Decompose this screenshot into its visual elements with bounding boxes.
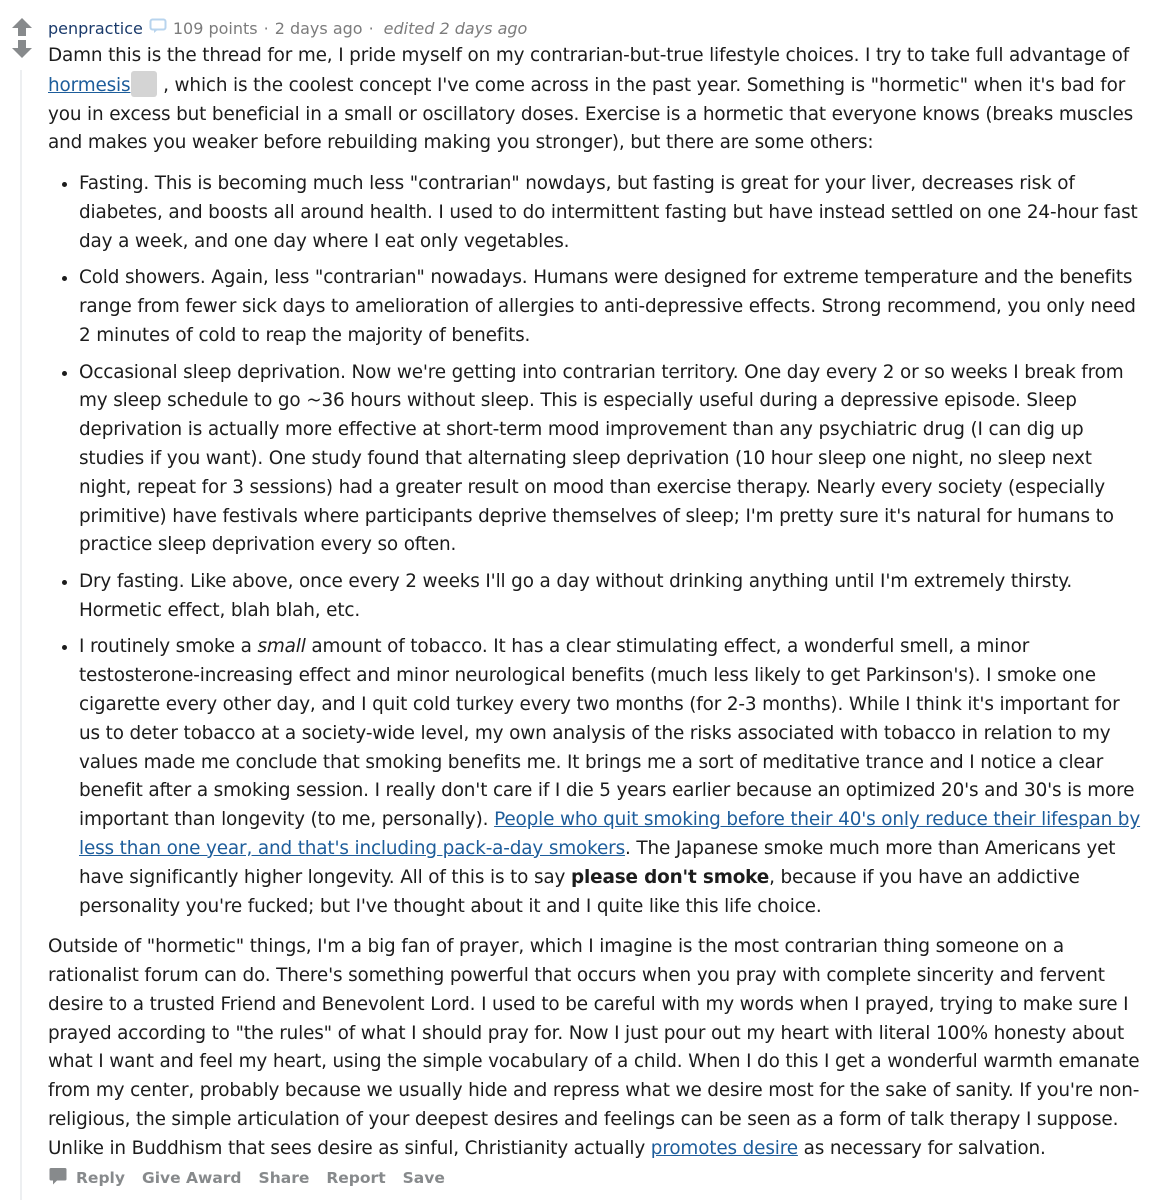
comment-actions bbox=[48, 1165, 462, 1191]
speech-bubble-icon bbox=[48, 1166, 76, 1190]
comment-body bbox=[48, 42, 1144, 1164]
emphasis-small: small bbox=[257, 636, 306, 658]
points: 109 points bbox=[172, 18, 258, 38]
smoking-lifespan-link[interactable]: People who quit smoking before their 40's only reduce their lifespan by less than one year, and that's including pack-a-day smokers bbox=[79, 809, 1141, 859]
comment-flair-icon bbox=[149, 18, 167, 38]
give-award-button[interactable]: Give Award bbox=[141, 1169, 242, 1187]
comment-meta bbox=[48, 16, 527, 40]
comment-age: 2 days ago bbox=[274, 18, 363, 38]
outro-text: Outside of "hormetic" things, I'm a big fan of prayer, which I imagine is the most contrarian thing someone on a rationalist forum can do. There's something powerful that occurs when you pray with complete sincerity and fervent desire to a trusted Friend and Benevolent Lord. I used to be careful with my words when I prayed, trying to make sure I prayed according to "the rules" of what I should pray for. Now I just pour out my heart with literal 100% honesty about what I want and feel my heart, using the simple vocabulary of a child. When I do this I get a wonderful warmth emanate from my center, probably because we usually hide and repress what we desire most for the sake of sanity. If you're non-religious, the simple articulation of your deepest desires and feelings can be seen as a form of talk therapy I suppose. Unlike in Buddhism that sees desire as sinful, Christianity actually bbox=[48, 936, 1140, 1159]
upvote-arrow-icon[interactable] bbox=[10, 16, 34, 38]
bullet-list bbox=[48, 170, 1144, 921]
intro-text: Damn this is the thread for me, I pride myself on my contrarian-but-true lifestyle choices. I try to take full advantage of bbox=[48, 45, 1130, 66]
report-button[interactable]: Report bbox=[326, 1169, 386, 1187]
vote-column bbox=[10, 16, 34, 60]
tobacco-text-3: . The Japanese smoke much more than Americans yet have significantly higher longevity. All of this is to say bbox=[79, 837, 1116, 888]
list-item-sleep-deprivation: • Occasional sleep deprivation. Now we're getting into contrarian territory. One day every 2 or so weeks I break from my sleep schedule to go ~36 hours without sleep. This is especially useful during a depressive episode. Sleep deprivation is actually more effective at short-term mood improvement than any psychiatric drug (I can dig up studies if you want). One study found that alternating sleep deprivation (10 hour sleep one night, no sleep next night, repeat for 3 sessions) had a greater result on mood than exercise therapy. Nearly every society (especially primitive) have festivals where participants deprive themselves of sleep; I'm pretty sure it's natural for humans to practice sleep deprivation every so often. bbox=[79, 359, 1144, 561]
image-preview-icon[interactable] bbox=[131, 71, 157, 97]
reply-button[interactable] bbox=[48, 1166, 125, 1190]
edited-label: edited 2 days ago bbox=[383, 18, 528, 38]
author-link[interactable]: penpractice bbox=[48, 18, 143, 38]
hormesis-link[interactable]: hormesis bbox=[48, 74, 131, 96]
list-item-dry-fasting: • Dry fasting. Like above, once every 2 weeks I'll go a day without drinking anything until I'm extremely thirsty. Hormetic effect, blah blah, etc. bbox=[79, 568, 1144, 626]
bold-warning: please don't smoke bbox=[570, 866, 770, 888]
tobacco-text-2: amount of tobacco. It has a clear stimulating effect, a wonderful smell, a minor testosterone-increasing effect and minor neurological benefits (much less likely to get Parkinson's). I smoke one cigarette every other day, and I quit cold turkey every two months (for 2-3 months). While I think it's important for us to deter tobacco at a society-wide level, my own analysis of the risks associated with tobacco in relation to my values made me conclude that smoking benefits me. It brings me a sort of meditative trance and I notice a clear benefit after a smoking session. I really don't care if I die 5 years earlier because an optimized 20's and 30's is more important than longevity (to me, personally). bbox=[79, 636, 1135, 831]
intro-paragraph bbox=[48, 42, 1144, 158]
separator: · bbox=[368, 18, 374, 38]
separator: · bbox=[263, 18, 269, 38]
list-item-tobacco bbox=[79, 633, 1144, 921]
tobacco-text: I routinely smoke a bbox=[79, 636, 258, 658]
outro-paragraph bbox=[48, 933, 1144, 1163]
list-item-cold-showers: • Cold showers. Again, less "contrarian" nowadays. Humans were designed for extreme temperature and the benefits range from fewer sick days to amelioration of allergies to anti-depressive effects. Strong recommend, you only need 2 minutes of cold to reap the majority of benefits. bbox=[79, 264, 1144, 350]
outro-text-2: as necessary for salvation. bbox=[797, 1137, 1046, 1159]
tobacco-text-4: , because if you have an addictive personality you're fucked; but I've thought about it and I quite like this life choice. bbox=[79, 866, 1080, 917]
thread-line[interactable] bbox=[20, 70, 22, 1200]
promotes-desire-link[interactable]: promotes desire bbox=[650, 1137, 798, 1159]
intro-text-2: , which is the coolest concept I've come across in the past year. Something is "hormetic" when it's bad for you in excess but beneficial in a small or oscillatory doses. Exercise is a hormetic that everyone knows (breaks muscles and makes you weaker before rebuilding making you stronger), but there are some others: bbox=[48, 74, 1134, 154]
save-button[interactable]: Save bbox=[402, 1169, 445, 1187]
reply-label: Reply bbox=[76, 1169, 125, 1187]
share-button[interactable]: Share bbox=[258, 1169, 310, 1187]
downvote-arrow-icon[interactable] bbox=[10, 38, 34, 60]
list-item-fasting: • Fasting. This is becoming much less "contrarian" nowdays, but fasting is great for your liver, decreases risk of diabetes, and boosts all around health. I used to do intermittent fasting but have instead settled on one 24-hour fast day a week, and one day where I eat only vegetables. bbox=[79, 170, 1144, 256]
